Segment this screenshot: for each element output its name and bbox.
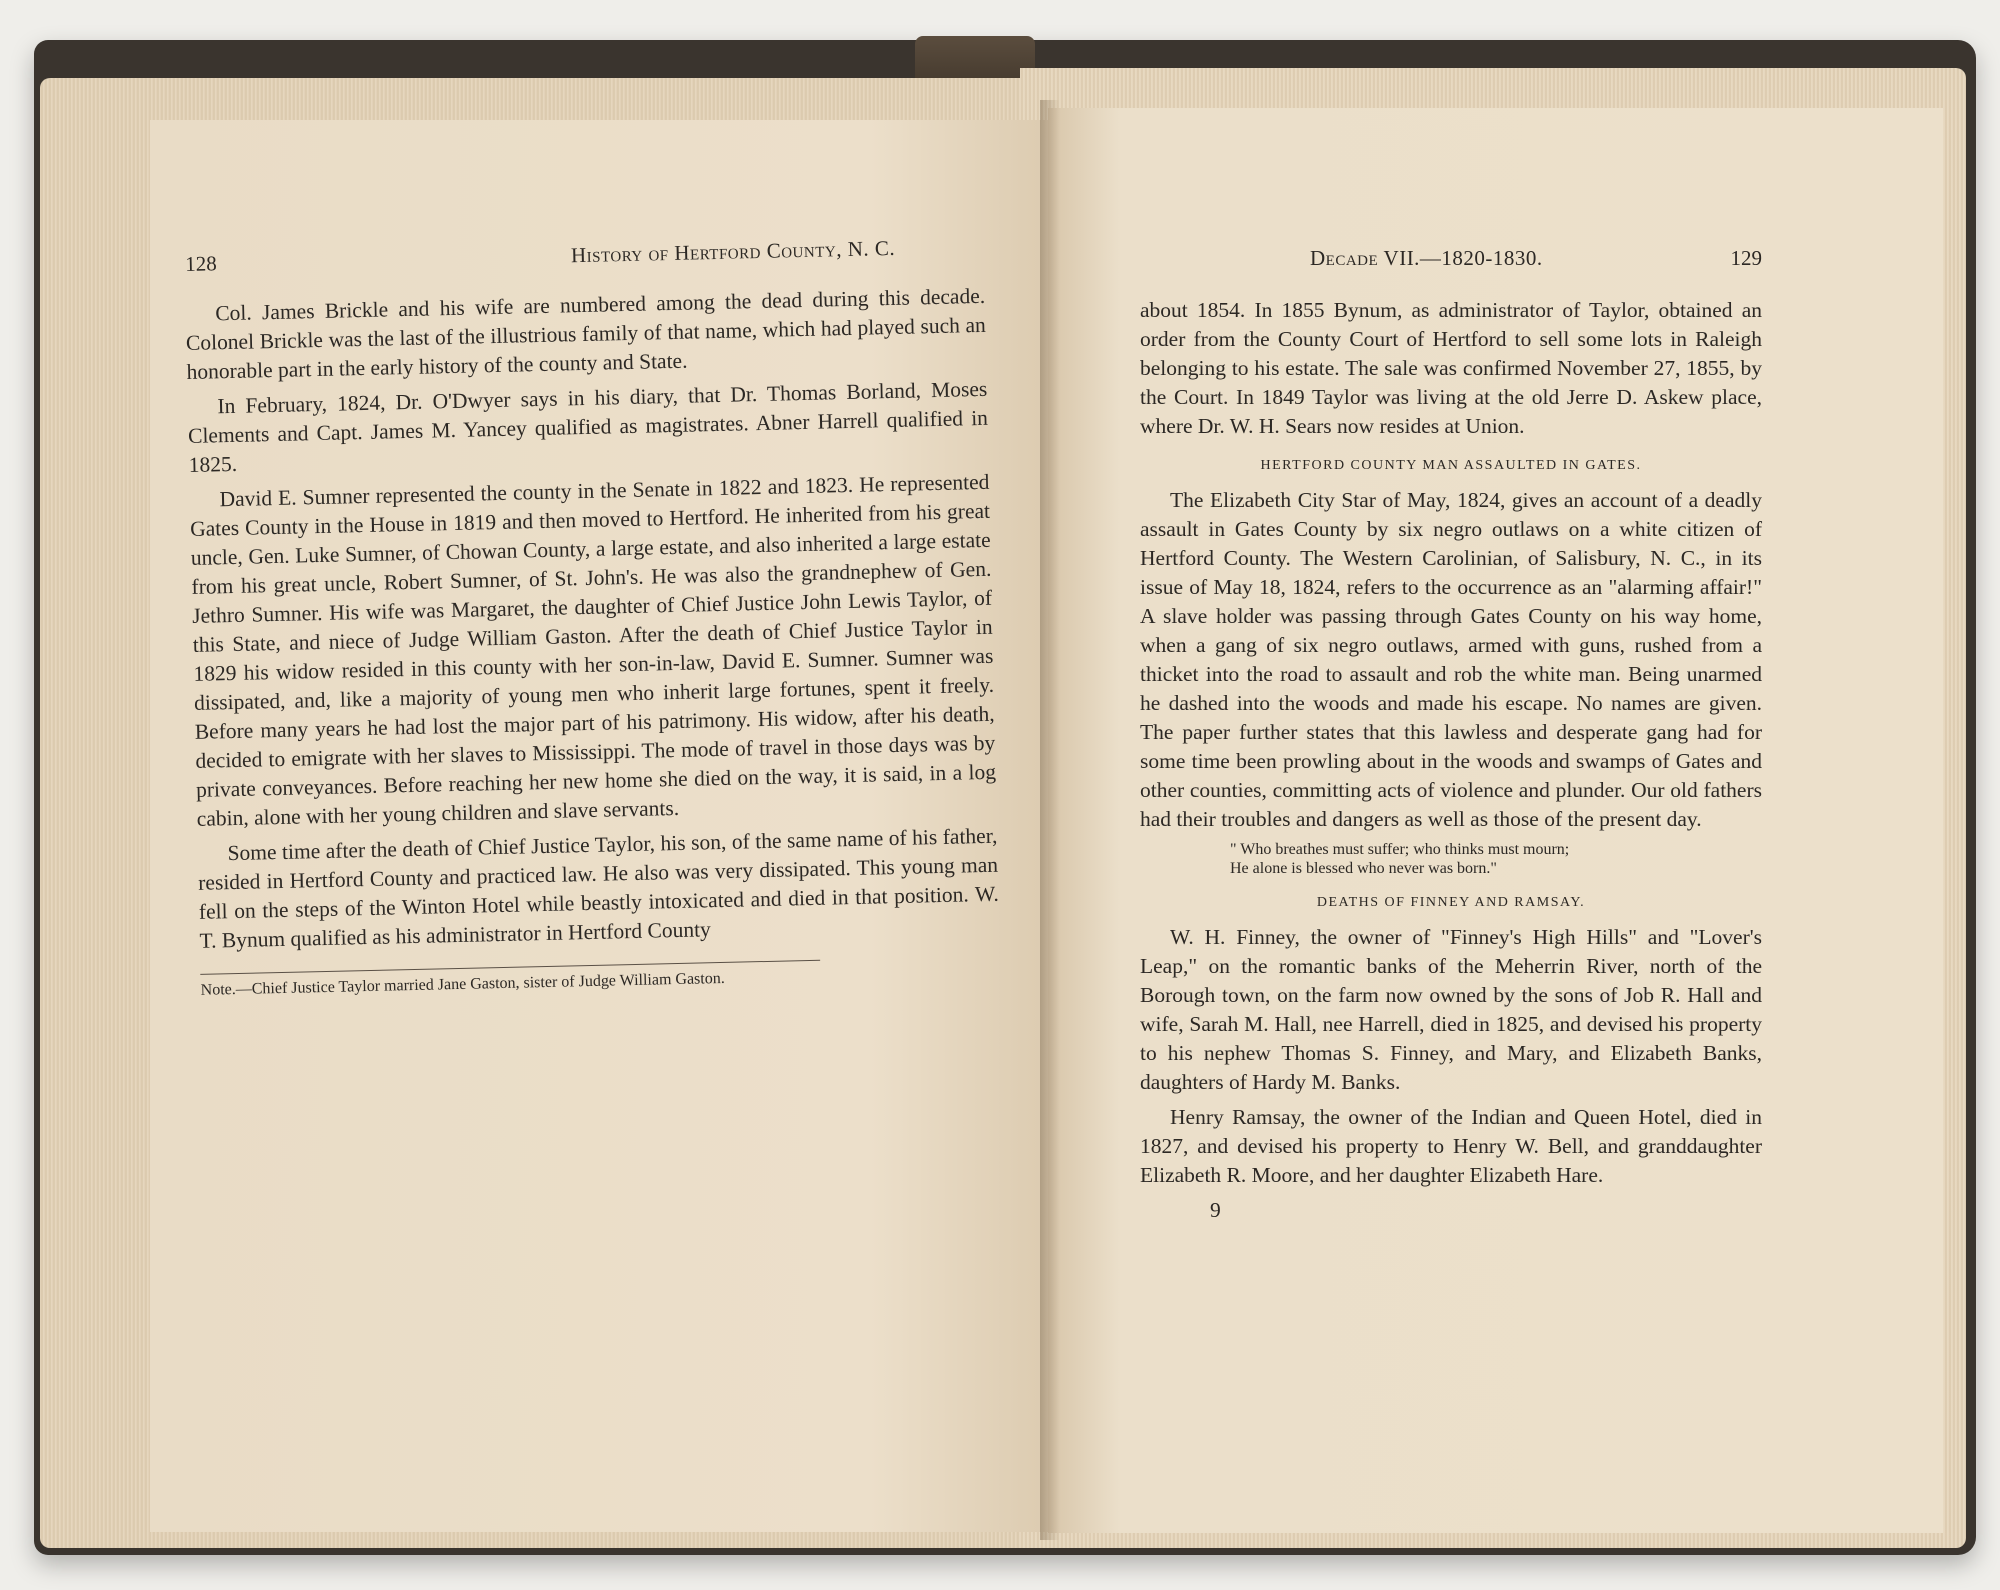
paragraph: The Elizabeth City Star of May, 1824, gives an account of a deadly assault in Gates County by six negro outlaws on a white citizen of Hertford County. The Western Carolinian, of Salisbury, N. C., in its issue of May 18, 1824, refers to the occurrence as an "alarming affair!" A slave holder was passing through Gates County on his way home, when a gang of six negro outlaws, armed with guns, rushed from a thicket into the road to assault and rob the white man. Being unarmed he dashed into the woods and made his escape. No names are given. The paper further states that this lawless and desperate gang had for some time been prowling about in the woods and swamps of Gates and other counties, committing acts of violence and plunder. Our old fathers had their troubles and dangers as well as those of the present day.: [1140, 488, 1762, 831]
quotation: [1230, 840, 1762, 878]
signature-mark: 9: [1210, 1198, 1221, 1222]
right-page-body: [1140, 296, 1762, 1225]
section-heading: HERTFORD COUNTY MAN ASSAULTED IN GATES.: [1260, 458, 1642, 473]
right-running-title: Decade VII.—1820-1830.: [1310, 246, 1543, 270]
paragraph: In February, 1824, Dr. O'Dwyer says in his diary, that Dr. Thomas Borland, Moses Clements and Capt. James M. Yancey qualified as magistrates. Abner Harrell qualified in 1825.: [187, 376, 989, 477]
left-page-number: 128: [185, 251, 218, 276]
right-page-number: 129: [1730, 246, 1762, 270]
quote-line: " Who breathes must suffer; who thinks must mourn;: [1230, 841, 1570, 858]
paragraph: Henry Ramsay, the owner of the Indian and Queen Hotel, died in 1827, and devised his property to Henry W. Bell, and granddaughter Elizabeth R. Moore, and her daughter Elizabeth Hare.: [1140, 1105, 1762, 1187]
section-heading: DEATHS OF FINNEY AND RAMSAY.: [1316, 895, 1586, 910]
left-running-title: History of Hertford County, N. C.: [570, 235, 896, 268]
paragraph: about 1854. In 1855 Bynum, as administrator of Taylor, obtained an order from the County Court of Hertford to sell some lots in Raleigh belonging to his estate. The sale was confirmed November 27, 1855, by the Court. In 1849 Taylor was living at the old Jerre D. Askew place, where Dr. W. H. Sears now resides at Union.: [1140, 298, 1762, 438]
left-page-body: [185, 282, 1001, 1000]
paragraph: Col. James Brickle and his wife are numbered among the dead during this decade. Colonel Brickle was the last of the illustrious family of that name, which had played such an honorable part in the early history of the county and State.: [185, 283, 987, 384]
right-running-head: [1140, 246, 1762, 271]
quote-line: He alone is blessed who never was born.": [1230, 860, 1497, 877]
footnote: Note.—Chief Justice Taylor married Jane Gaston, sister of Judge William Gaston.: [200, 969, 725, 999]
book-gutter: [1040, 100, 1060, 1540]
paragraph: W. H. Finney, the owner of "Finney's High Hills" and "Lover's Leap," on the romantic banks of the Meherrin River, north of the Borough town, on the farm now owned by the sons of Job R. Hall and wife, Sarah M. Hall, nee Harrell, died in 1825, and devised his property to his nephew Thomas S. Finney, and Mary, and Elizabeth Banks, daughters of Hardy M. Banks.: [1140, 925, 1762, 1094]
paragraph: Some time after the death of Chief Justice Taylor, his son, of the same name of his father, resided in Hertford County and practiced law. He also was very dissipated. This young man fell on the steps of the Winton Hotel while beastly intoxicated and died in that position. W. T. Bynum qualified as his administrator in Hertford County: [197, 823, 999, 953]
paragraph: David E. Sumner represented the county in the Senate in 1822 and 1823. He represented Gates County in the House in 1819 and then moved to Hertford. He inherited from his great uncle, Gen. Luke Sumner, of Chowan County, a large estate, and also inherited a large estate from his great uncle, Robert Sumner, of St. John's. He was also the grandnephew of Gen. Jethro Sumner. His wife was Margaret, the daughter of Chief Justice John Lewis Taylor, of this State, and niece of Judge William Gaston. After the death of Chief Justice Taylor in 1829 his widow resided in this county with her son-in-law, David E. Sumner. Sumner was dissipated, and, like a majority of young men who inherit large fortunes, spent it freely. Before many years he had lost the major part of his patrimony. His widow, after his death, decided to emigrate with her slaves to Mississippi. The mode of travel in those days was by private conveyances. Before reaching her new home she died on the way, it is said, in a log cabin, alone with her young children and slave servants.: [189, 469, 997, 831]
